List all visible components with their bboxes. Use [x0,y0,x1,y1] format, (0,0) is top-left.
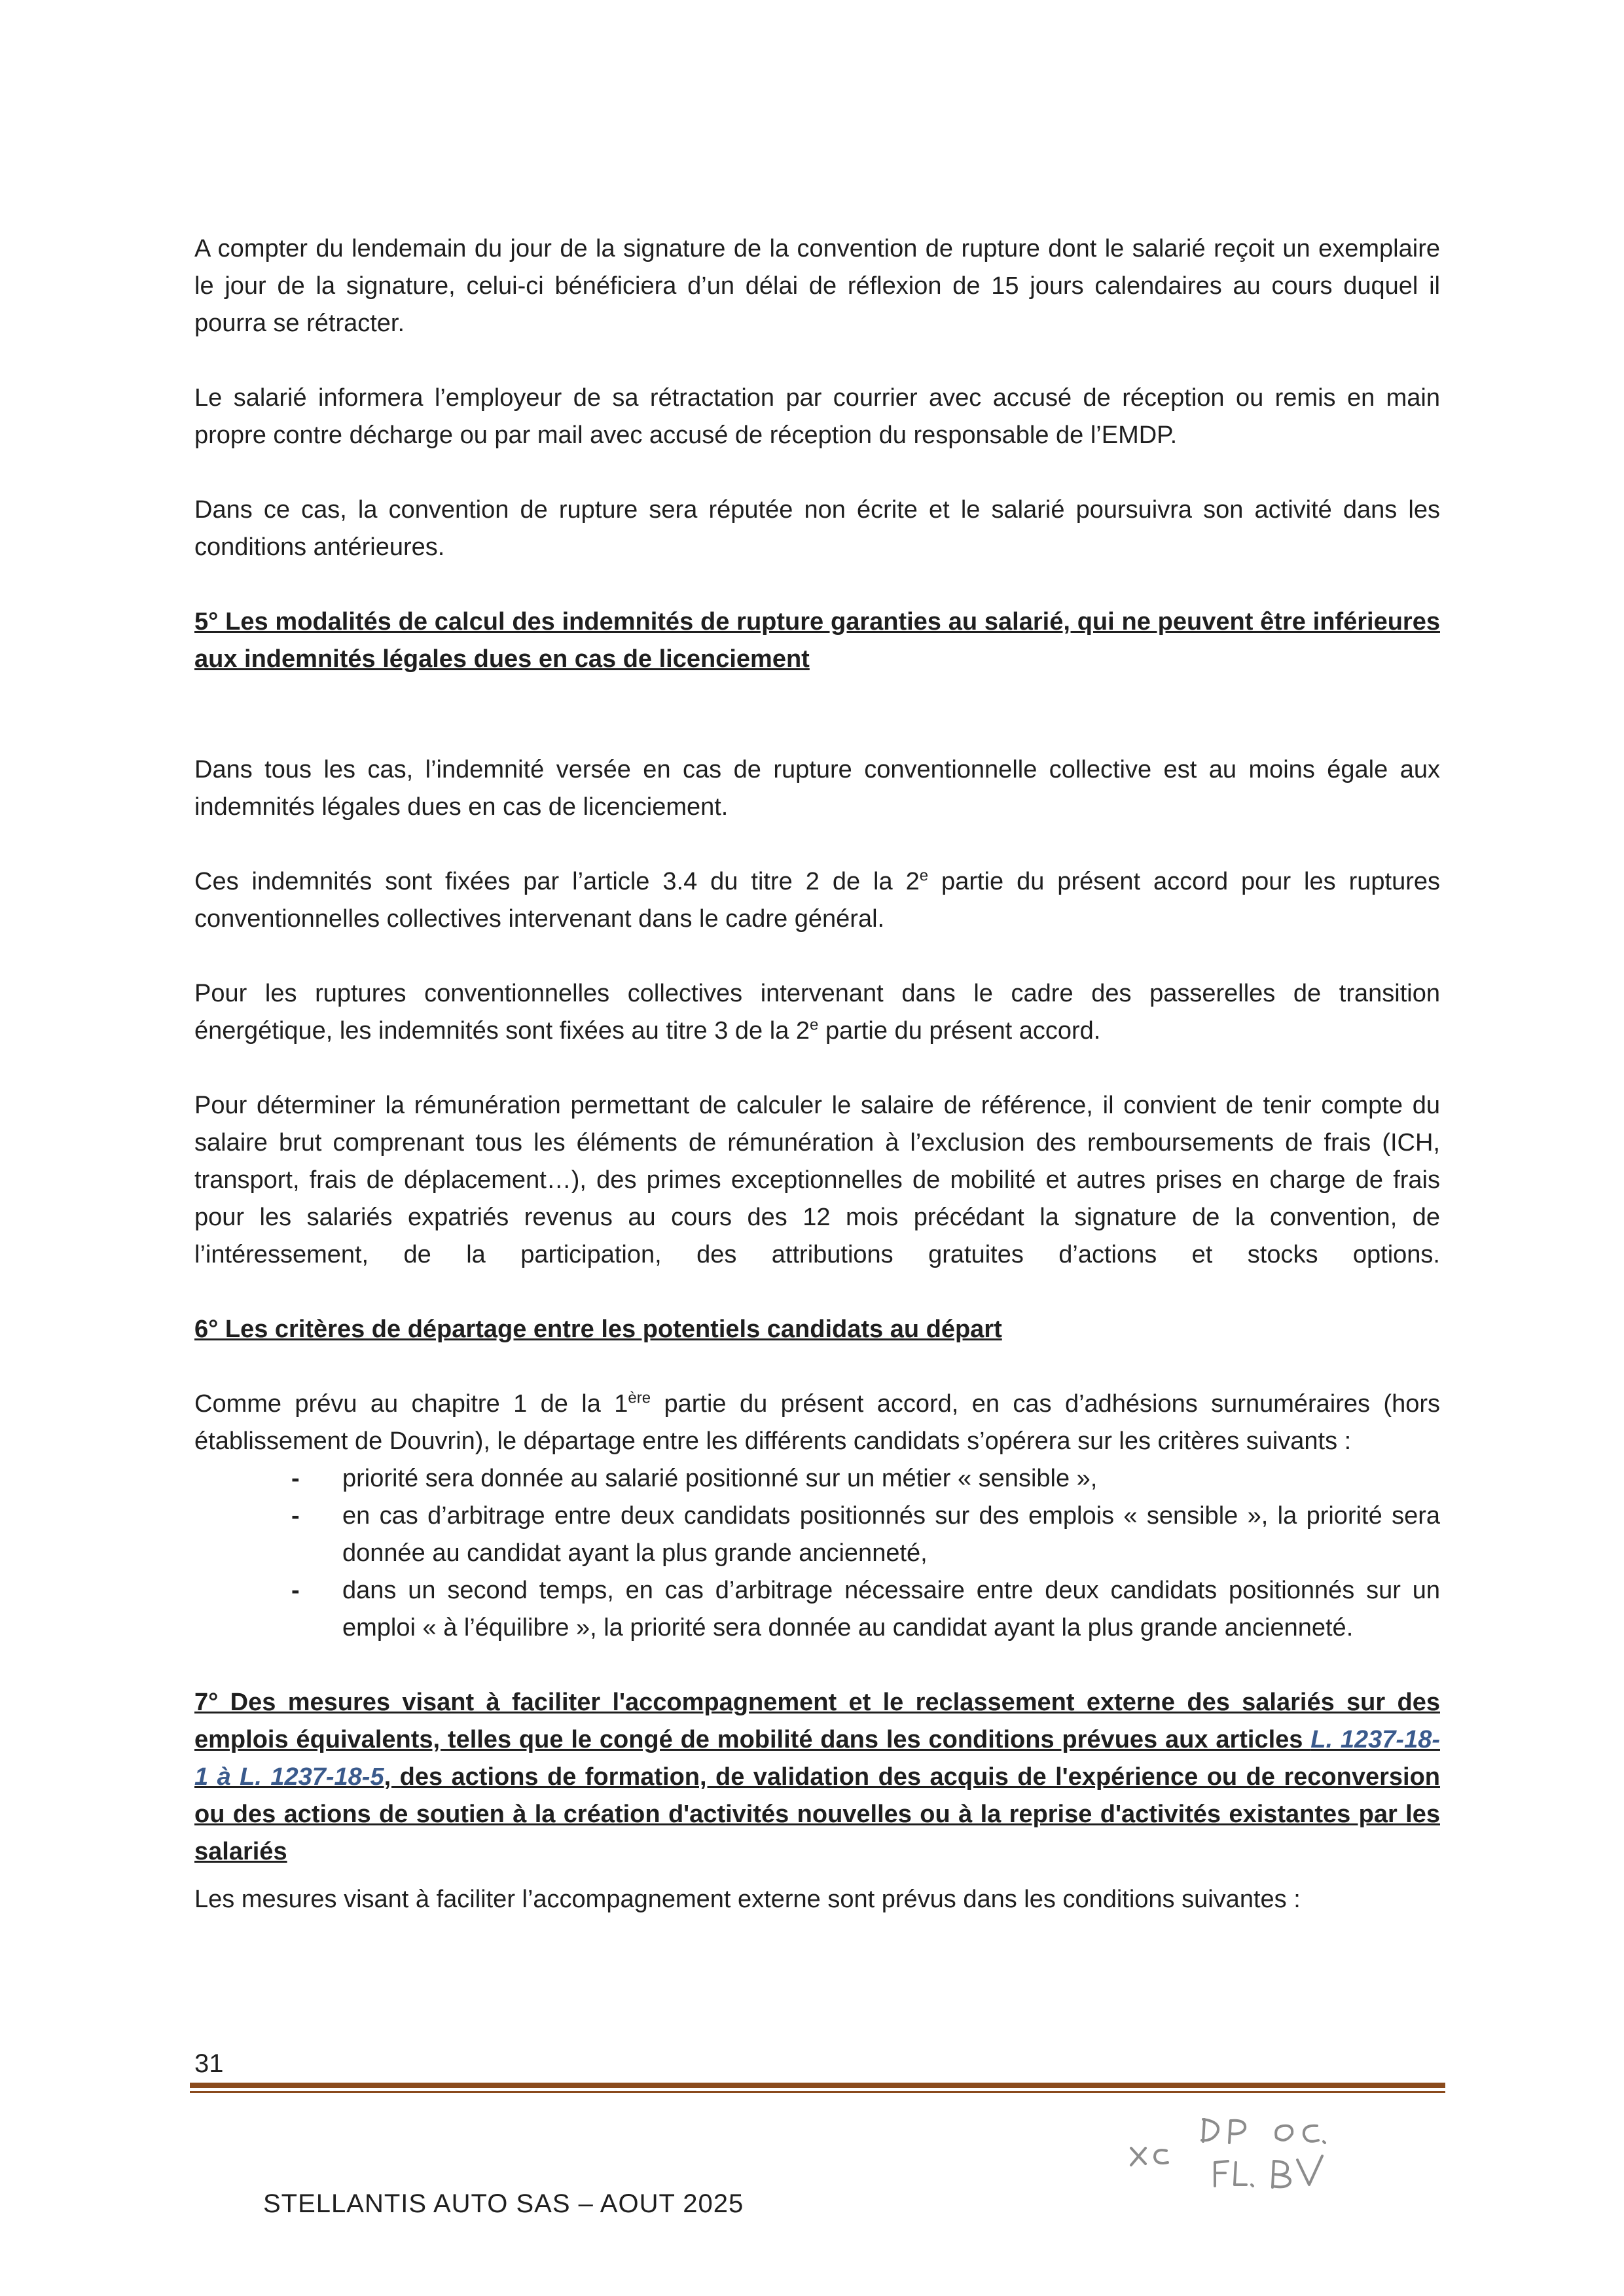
page-number: 31 [194,2049,224,2078]
paragraph-retraction-delay: A compter du lendemain du jour de la signature de la convention de rupture dont le salarié reçoit un exemplaire le jour de la signature, celui-ci bénéficiera d’un délai de réflexion de 15 jours calendaires au cours duquel il pourra se rétracter. [194,235,1440,337]
section-5-paragraph-2: Ces indemnités sont fixées par l’article 3.4 du titre 2 de la 2e partie du présent accord pour les ruptures conventionnelles collectives intervenant dans le cadre général. [194,867,1440,933]
section-7-heading: 7° Des mesures visant à faciliter l'accompagnement et le reclassement externe des salariés sur des emplois équivalents, telles que le congé de mobilité dans les conditions prévues aux articles L. 1237-18-1 à L. 1237-18-5, des actions de formation, de validation des acquis de l'expérience ou de reconversion ou des actions de soutien à la création d'activités nouvelles ou à la reprise d'activités existantes par les salariés [194,1689,1440,1865]
document-body [194,230,1440,1918]
dash-bullet: - [291,1577,300,1604]
footer-rule-thin [190,2091,1445,2093]
section-5-heading: 5° Les modalités de calcul des indemnités de rupture garanties au salarié, qui ne peuvent être inférieures aux indemnités légales dues en cas de licenciement [194,608,1440,673]
dash-bullet: - [291,1502,300,1530]
footer-company: STELLANTIS AUTO SAS – AOUT 2025 [263,2189,744,2218]
handwritten-initials [1126,2108,1388,2193]
dash-bullet: - [291,1465,300,1492]
criteria-list [194,1460,1440,1647]
section-6-heading: 6° Les critères de départage entre les potentiels candidats au départ [194,1316,1002,1343]
section-5-paragraph-3: Pour les ruptures conventionnelles collectives intervenant dans le cadre des passerelles de transition énergétique, les indemnités sont fixées au titre 3 de la 2e partie du présent accord. [194,980,1440,1045]
list-item: - priorité sera donnée au salarié positionné sur un métier « sensible », [342,1460,1440,1498]
section-5-paragraph-1: Dans tous les cas, l’indemnité versée en cas de rupture conventionnelle collective est au moins égale aux indemnités légales dues en cas de licenciement. [194,756,1440,821]
paragraph-retraction-notice: Le salarié informera l’employeur de sa rétractation par courrier avec accusé de réception ou remis en main propre contre décharge ou par mail avec accusé de réception du responsable de l’EMDP. [194,384,1440,449]
section-5-paragraph-4: Pour déterminer la rémunération permettant de calculer le salaire de référence, il convient de tenir compte du salaire brut comprenant tous les éléments de rémunération à l’exclusion des remboursements de frais (ICH, transport, frais de déplacement…), des primes exceptionnelles de mobilité et autres prises en charge de frais pour les salariés expatriés revenus au cours des 12 mois précédant la signature de la convention, de l’intéressement, de la participation, des attributions gratuites d’actions et stocks options. [194,1092,1440,1268]
footer-rule-thick [190,2083,1445,2088]
section-7-paragraph-1: Les mesures visant à faciliter l’accompagnement externe sont prévus dans les conditions suivantes : [194,1886,1301,1913]
section-6-intro: Comme prévu au chapitre 1 de la 1ère partie du présent accord, en cas d’adhésions surnuméraires (hors établissement de Douvrin), le départage entre les différents candidats s’opérera sur les critères suivants : [194,1389,1440,1455]
article-link[interactable]: L. 1237-18-1 à L. 1237-18-5 [194,1726,1440,1791]
list-item: - dans un second temps, en cas d’arbitrage nécessaire entre deux candidats positionnés sur un emploi « à l’équilibre », la priorité sera donnée au candidat ayant la plus grande ancienneté. [342,1572,1440,1647]
list-item: - en cas d’arbitrage entre deux candidats positionnés sur des emplois « sensible », la priorité sera donnée au candidat ayant la plus grande ancienneté, [342,1498,1440,1572]
paragraph-retraction-effect: Dans ce cas, la convention de rupture sera réputée non écrite et le salarié poursuivra son activité dans les conditions antérieures. [194,496,1440,561]
